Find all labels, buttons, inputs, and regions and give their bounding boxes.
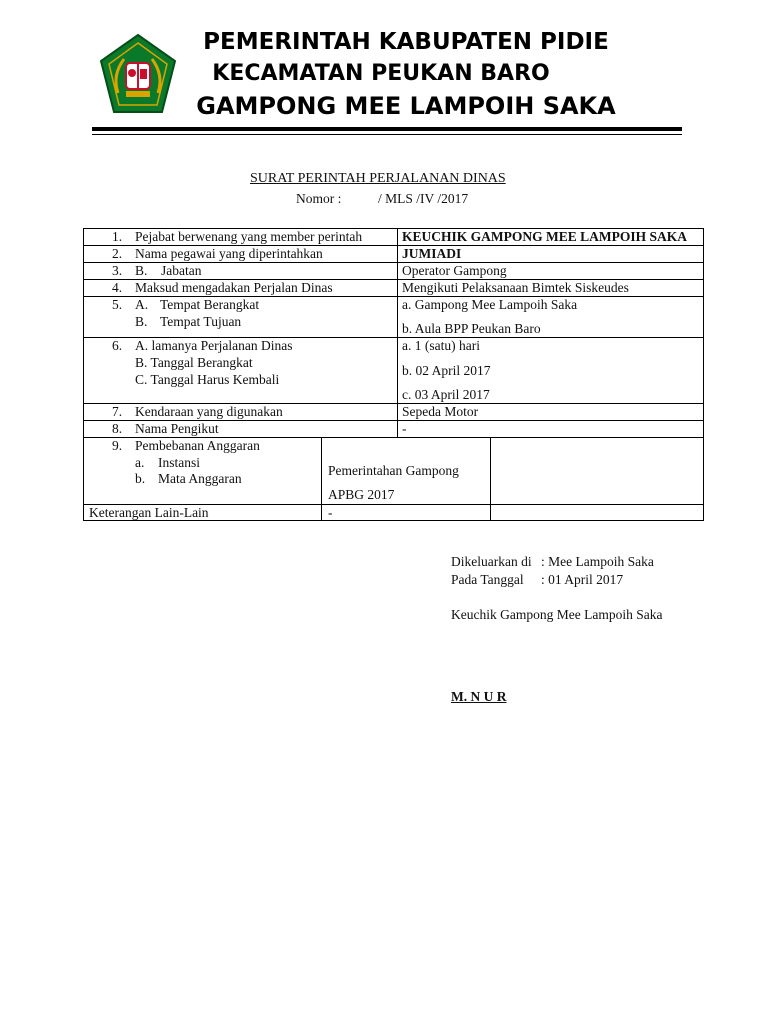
row-1-value: KEUCHIK GAMPONG MEE LAMPOIH SAKA [402,229,688,244]
row-2-number: 2. [112,246,123,261]
row-5-sub-a: A. [135,297,149,312]
row-2-value: JUMIADI [402,246,462,261]
header-line-3: GAMPONG MEE LAMPOIH SAKA [196,92,616,120]
row-9-label-b: Mata Anggaran [158,471,242,486]
row-3-number: 3. [112,263,123,278]
row-9-label: Pembebanan Anggaran [135,438,260,453]
row-8-label: Nama Pengikut [135,421,219,436]
row-9-sub-a: a. [135,455,145,470]
header-line-2: KECAMATAN PEUKAN BARO [212,61,550,86]
row-3-value: Operator Gampong [402,263,507,278]
row-5-value-a: a. Gampong Mee Lampoih Saka [402,297,578,312]
row-5-number: 5. [112,297,123,312]
row-4-value: Mengikuti Pelaksanaan Bimtek Siskeudes [402,280,629,295]
row-5-label-b: Tempat Tujuan [160,314,242,329]
row-6-value-b: b. 02 April 2017 [402,363,491,378]
row-8-value: - [402,421,407,436]
row-7-number: 7. [112,404,123,419]
row-7-value: Sepeda Motor [402,404,479,419]
row-2-label: Nama pegawai yang diperintahkan [135,246,323,261]
issued-date-value: : 01 April 2017 [541,572,624,587]
row-1-label: Pejabat berwenang yang member perintah [135,229,363,244]
signer-name: M. N U R [451,689,507,704]
row-9-label-a: Instansi [158,455,200,470]
row-5-value-b: b. Aula BPP Peukan Baro [402,321,541,336]
row-5-sub-b: B. [135,314,148,329]
letter-number-label: Nomor : [296,191,342,206]
row-6-label-b: B. Tanggal Berangkat [135,355,253,370]
row-7-label: Kendaraan yang digunakan [135,404,283,419]
row-9-number: 9. [112,438,123,453]
issued-at-label: Dikeluarkan di [451,554,532,569]
row-6-number: 6. [112,338,123,353]
letter-number-value: / MLS /IV /2017 [378,191,469,206]
header-line-1: PEMERINTAH KABUPATEN PIDIE [203,29,609,55]
row-8-number: 8. [112,421,123,436]
letter-title: SURAT PERINTAH PERJALANAN DINAS [250,171,506,186]
row-3-label: Jabatan [161,263,202,278]
row-6-value-c: c. 03 April 2017 [402,387,490,402]
issued-date-label: Pada Tanggal [451,572,524,587]
row-9-value-a: Pemerintahan Gampong [328,463,459,478]
row-1-number: 1. [112,229,123,244]
issued-at-value: : Mee Lampoih Saka [541,554,654,569]
row-10-label: Keterangan Lain-Lain [89,505,209,520]
row-10-value: - [328,505,333,520]
row-4-label: Maksud mengadakan Perjalan Dinas [135,280,333,295]
header-divider-thick [92,127,682,131]
row-4-number: 4. [112,280,123,295]
row-9-value-b: APBG 2017 [328,487,395,502]
row-6-value-a: a. 1 (satu) hari [402,338,480,353]
signer-position: Keuchik Gampong Mee Lampoih Saka [451,607,663,622]
row-3-sub: B. [135,263,148,278]
regency-logo [96,33,180,117]
row-9-sub-b: b. [135,471,146,486]
row-6-label-a: A. lamanya Perjalanan Dinas [135,338,293,353]
row-6-label-c: C. Tanggal Harus Kembali [135,372,280,387]
header-divider-thin [92,134,682,135]
row-5-label-a: Tempat Berangkat [160,297,260,312]
